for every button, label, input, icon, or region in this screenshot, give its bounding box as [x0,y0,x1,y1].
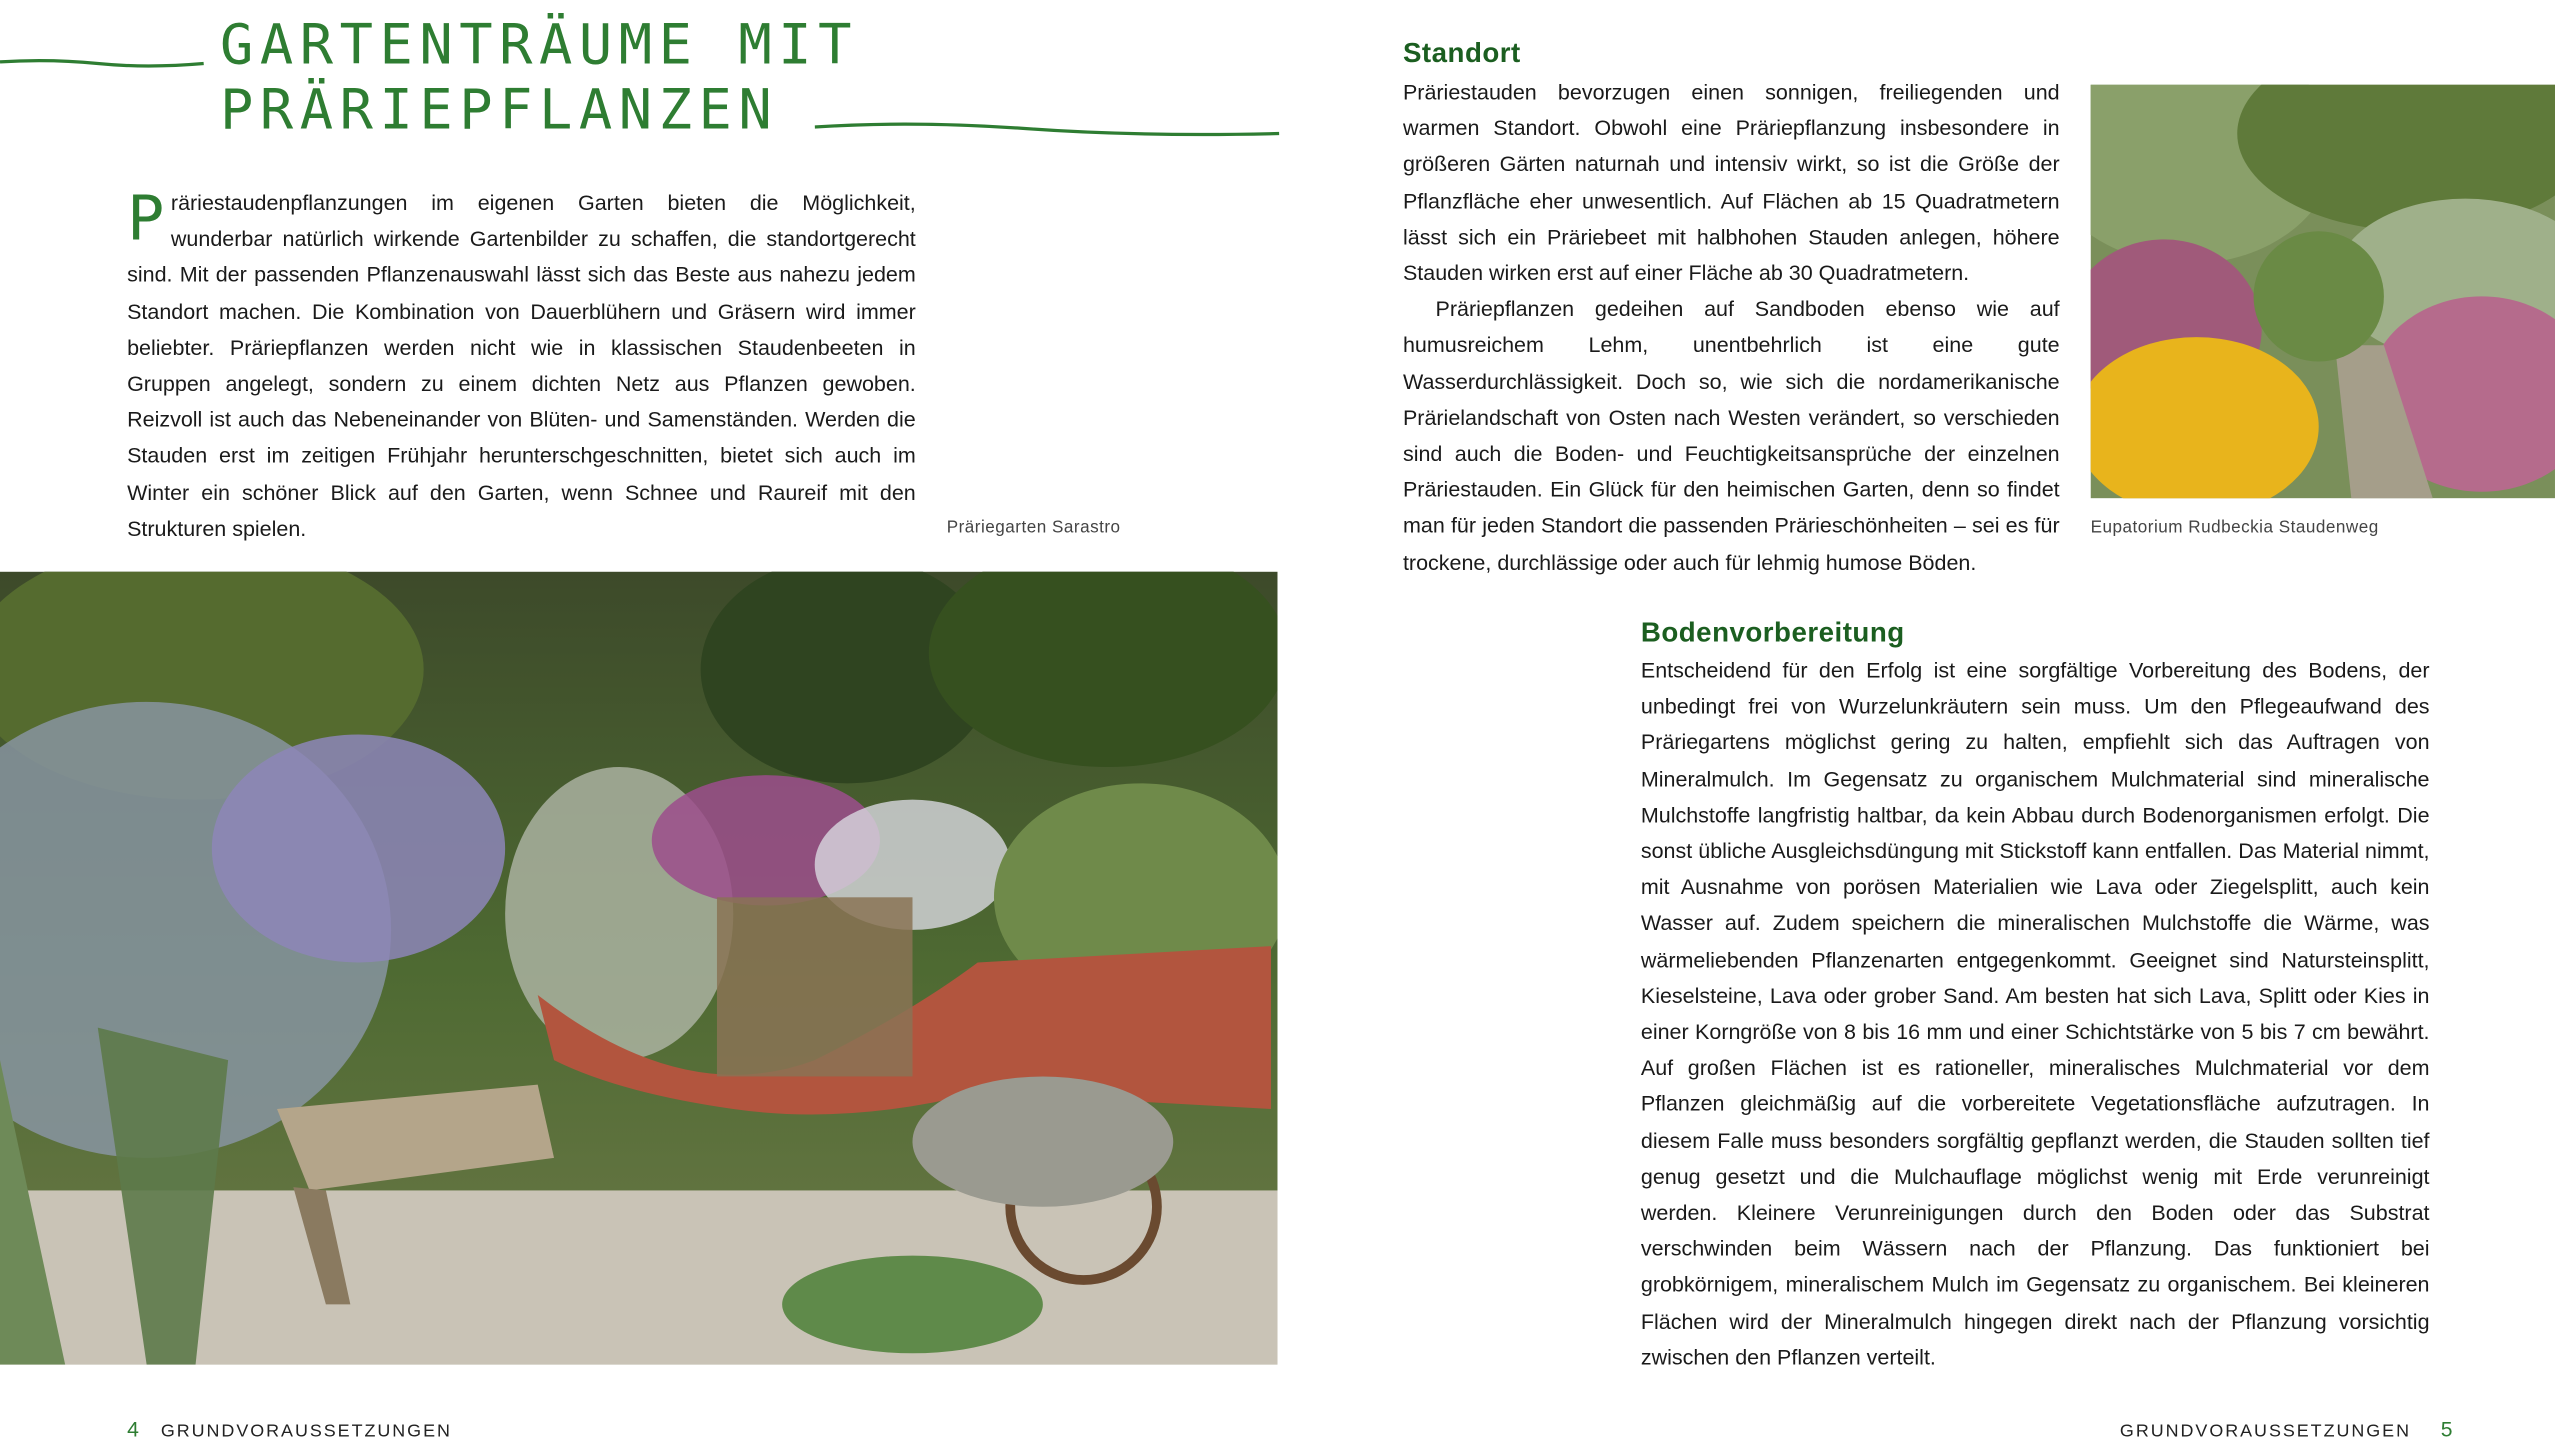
right-photo-caption: Eupatorium Rudbeckia Staudenweg [2090,517,2379,538]
left-footer-section: GRUNDVORAUSSETZUNGEN [160,1421,452,1442]
prairie-garden-photo [0,572,1277,1365]
left-page-number: 4 [127,1416,141,1442]
right-page-number: 5 [2440,1416,2455,1442]
bodenvorbereitung-heading: Bodenvorbereitung [1640,617,1905,649]
bodenvorbereitung-paragraph: Entscheidend für den Erfolg ist eine sorgfältige Vorbereitung des Bodens, der unbedingt frei von Wurzelunkräutern sein muss. Um den Pflegeaufwand des Präriegartens möglichst gering zu halten, empfiehlt sich das Auftragen von Mineralmulch. Im Gegensatz zu organischem Mulchmaterial sind mineralische Mulchstoffe langfristig haltbar, da kein Abbau durch Bodenorganismen erfolgt. Die sonst übliche Ausgleichsdüngung mit Stickstoff kann entfallen. Das Material nimmt, mit Ausnahme von porösen Materialien wie Lava oder Ziegelsplitt, auch kein Wasser auf. Zudem speichern die mineralischen Mulchstoffe die Wärme, was wärmeliebenden Pflanzenarten entgegenkommt. Geeignet sind Natursteinsplitt, Kieselsteine, Lava oder grober Sand. Am besten hat sich Lava, Splitt oder Kies in einer Korngröße von 8 bis 16 mm und einer Schichtstärke von 5 bis 7 cm bewährt. Auf großen Flächen ist es rationeller, mineralisches Mulchmaterial vor dem Pflanzen gleichmäßig auf die vorbereitete Vegetationsfläche aufzutragen. In diesem Falle muss besonders sorgfältig gepflanzt werden, die Stauden sollten tief genug gesetzt und die Mulchauflage möglichst wenig mit Erde verunreinigt werden. Kleinere Verunreinigungen durch den Boden oder das Substrat verschwinden beim Wässern nach der Pflanzung. Das funktioniert bei grobkörnigem, mineralischem Mulch im Gegensatz zu organischem. Bei kleineren Flächen wird der Mineralmulch hingegen direkt nach der Pflanzung vorsichtig zwischen den Pflanzen verteilt. [1640,657,2430,1370]
title-brush-stroke-left [0,49,212,75]
right-footer [2120,1417,2455,1441]
intro-text: räriestaudenpflanzungen im eigenen Garten bieten die Möglichkeit, wunderbar natürlich wirkende Gartenbilder zu schaffen, die standortgerecht sind. Mit der passenden Pflanzenauswahl lässt sich das Beste aus nahezu jedem Standort machen. Die Kombination von Dauerblühern und Gräsern wird immer beliebter. Präriepflanzen werden nicht wie in klassischen Staudenbeeten in Gruppen angelegt, sondern zu einem dichten Netz aus Pflanzen gewoben. Reizvoll ist auch das Nebeneinander von Blüten- und Samenständen. Werden die Stauden erst im zeitigen Frühjahr herunterschgeschnitten, bietet sich auch im Winter ein schöner Blick auf den Garten, wenn Schnee und Raureif mit den Strukturen spielen. [127,190,916,541]
left-footer [127,1417,452,1441]
standort-text [1403,75,2060,581]
eupatorium-rudbeckia-photo [2091,85,2555,499]
page-title-line1: GARTENTRÄUME MIT [219,13,858,79]
bodenvorbereitung-text [1641,653,2430,1376]
page-title-line2: PRÄRIEPFLANZEN [219,78,779,144]
right-footer-section: GRUNDVORAUSSETZUNGEN [2119,1421,2411,1442]
standort-heading: Standort [1402,37,1521,69]
intro-paragraph [127,182,916,548]
standort-paragraph-1: Präriestauden bevorzugen einen sonnigen, freiliegenden und warmen Standort. Obwohl eine Präriepflanzung insbesondere in größeren Gärten naturnah und intensiv wirkt, so ist die Größe der Pflanzfläche eher unwesentlich. Auf Flächen ab 15 Quadratmetern lässt sich ein Präriebeet mit halbhohen Stauden anlegen, höhere Stauden wirken erst auf einer Fläche ab 30 Quadratmetern. [1402,79,2060,286]
left-photo-caption: Präriegarten Sarastro [946,517,1121,538]
standort-paragraph-2: Präriepflanzen gedeihen auf Sandboden ebenso wie auf humusreichem Lehm, unentbehrlich ist eine gute Wasserdurchlässigkeit. Doch so, wie sich die nordamerikanische Prärielandschaft von Osten nach Westen verändert, so verschieden sind auch die Boden- und Feuchtigkeitsansprüche der einzelnen Präriestauden. Ein Glück für den heimischen Garten, denn so findet man für jeden Standort die passenden Prärieschönheiten – sei es für trockene, durchlässige oder auch für lehmig humose Böden. [1402,296,2060,575]
intro-dropcap: P [127,182,165,255]
page-title [220,13,937,143]
